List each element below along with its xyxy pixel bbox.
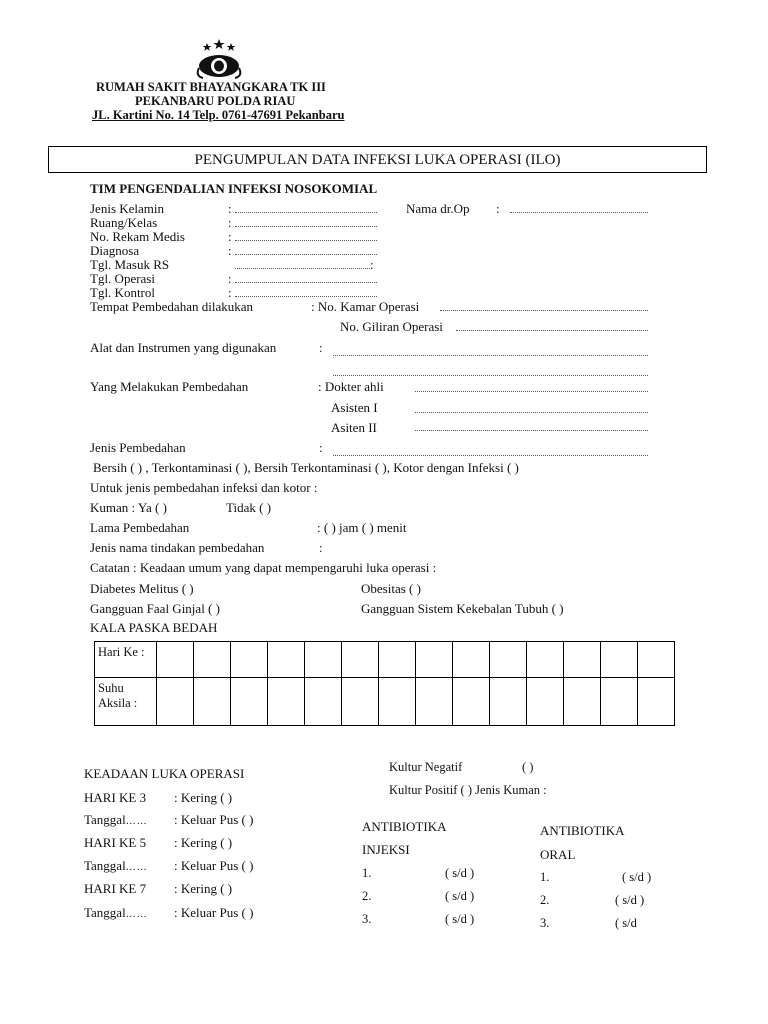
table-cell[interactable]	[342, 642, 379, 678]
label-no-giliran: No. Giliran Operasi	[340, 319, 443, 334]
kala-table	[94, 641, 675, 726]
injeksi-sd-2[interactable]: ( s/d )	[445, 889, 475, 903]
kuman-ya[interactable]: Kuman : Ya ( )	[90, 500, 167, 515]
jenis-pembedahan-field[interactable]	[333, 455, 648, 456]
label-asisten-2: Asiten II	[331, 420, 377, 435]
label-tgl-kontrol: Tgl. Kontrol	[90, 285, 155, 300]
tgl-masuk-field[interactable]	[235, 268, 370, 269]
table-cell[interactable]	[379, 642, 416, 678]
label-asisten-1: Asisten I	[331, 400, 378, 415]
kategori-pembedahan: Bersih ( ) , Terkontaminasi ( ), Bersih Terkontaminasi ( ), Kotor dengan Infeksi ( )	[93, 460, 519, 475]
colon: :	[496, 201, 500, 216]
alat-field-2[interactable]	[333, 375, 648, 376]
kultur-negatif: Kultur Negatif	[389, 760, 463, 774]
hari-3-kering[interactable]: : Kering ( )	[174, 790, 233, 805]
table-cell[interactable]	[194, 678, 231, 726]
tgl-operasi-field[interactable]	[235, 282, 377, 283]
label-yang-melakukan: Yang Melakukan Pembedahan	[90, 379, 249, 394]
tanggal-label: Tanggal	[84, 905, 126, 920]
colon: :	[228, 229, 232, 244]
table-row	[95, 678, 675, 726]
table-cell[interactable]	[268, 642, 305, 678]
catatan: Catatan : Keadaan umum yang dapat mempengaruhi luka operasi :	[90, 560, 437, 575]
table-cell[interactable]	[157, 678, 194, 726]
label-lama-pembedahan: Lama Pembedahan	[90, 520, 190, 535]
obesitas[interactable]: Obesitas ( )	[361, 581, 421, 596]
label-ruang-kelas: Ruang/Kelas	[90, 215, 158, 230]
table-cell[interactable]	[194, 642, 231, 678]
hari-5-tanggal	[84, 858, 148, 874]
colon: :	[319, 340, 323, 355]
table-cell[interactable]	[453, 642, 490, 678]
colon: :	[228, 201, 232, 216]
table-cell[interactable]	[453, 678, 490, 726]
table-cell[interactable]	[268, 678, 305, 726]
label-no-kamar: : No. Kamar Operasi	[311, 299, 420, 314]
table-cell[interactable]	[231, 678, 268, 726]
kultur-positif[interactable]: Kultur Positif ( ) Jenis Kuman :	[389, 783, 547, 797]
kuman-tidak[interactable]: Tidak ( )	[226, 500, 272, 515]
table-cell[interactable]	[342, 678, 379, 726]
table-cell[interactable]	[416, 678, 453, 726]
oral-sd-2[interactable]: ( s/d )	[615, 893, 645, 907]
table-cell[interactable]	[601, 678, 638, 726]
antibiotika-injeksi-subtitle: INJEKSI	[362, 842, 410, 857]
label-tgl-operasi: Tgl. Operasi	[90, 271, 155, 286]
colon: :	[228, 271, 232, 286]
table-cell[interactable]	[490, 678, 527, 726]
colon: :	[319, 540, 323, 555]
label-untuk-jenis: Untuk jenis pembedahan infeksi dan kotor :	[90, 480, 318, 495]
colon: :	[370, 257, 374, 272]
table-cell[interactable]	[379, 678, 416, 726]
hari-ke-3: HARI KE 3	[84, 790, 147, 805]
table-cell[interactable]	[305, 678, 342, 726]
no-kamar-field[interactable]	[440, 310, 648, 311]
oral-sd-1[interactable]: ( s/d )	[622, 870, 652, 884]
table-cell[interactable]	[490, 642, 527, 678]
table-cell-hari-ke: Hari Ke :	[95, 642, 157, 678]
diabetes-melitus[interactable]: Diabetes Melitus ( )	[90, 581, 194, 596]
table-cell[interactable]	[638, 642, 675, 678]
label-jenis-pembedahan: Jenis Pembedahan	[90, 440, 186, 455]
hari-5-keluar-pus[interactable]: : Keluar Pus ( )	[174, 858, 254, 873]
label-no-rekam-medis: No. Rekam Medis	[90, 229, 185, 244]
diagnosa-field[interactable]	[235, 254, 377, 255]
label-nama-dr: Nama dr.Op	[406, 201, 470, 216]
injeksi-num-2: 2.	[362, 889, 372, 903]
kultur-negatif-check[interactable]: ( )	[522, 760, 534, 774]
oral-num-2: 2.	[540, 893, 550, 907]
injeksi-sd-3[interactable]: ( s/d )	[445, 912, 475, 926]
table-cell[interactable]	[527, 642, 564, 678]
table-cell[interactable]	[564, 642, 601, 678]
table-cell[interactable]	[157, 642, 194, 678]
table-cell[interactable]	[638, 678, 675, 726]
dokter-ahli-field[interactable]	[415, 391, 648, 392]
no-rekam-medis-field[interactable]	[235, 240, 377, 241]
asisten-1-field[interactable]	[415, 412, 648, 413]
label-alat: Alat dan Instrumen yang digunakan	[90, 340, 277, 355]
label-diagnosa: Diagnosa	[90, 243, 140, 258]
tanggal-label: Tanggal	[84, 858, 126, 873]
hospital-name: RUMAH SAKIT BHAYANGKARA TK III	[96, 80, 326, 94]
table-cell-suhu-aksila: Suhu Aksila :	[95, 678, 157, 726]
oral-sd-3[interactable]: ( s/d	[615, 916, 637, 930]
hari-3-keluar-pus[interactable]: : Keluar Pus ( )	[174, 812, 254, 827]
table-cell[interactable]	[527, 678, 564, 726]
table-cell[interactable]	[305, 642, 342, 678]
keadaan-luka-title: KEADAAN LUKA OPERASI	[84, 766, 245, 781]
tanggal-label: Tanggal	[84, 812, 126, 827]
asisten-2-field[interactable]	[415, 430, 648, 431]
tanggal-dots[interactable]: ……	[125, 909, 148, 920]
label-dokter-ahli: : Dokter ahli	[318, 379, 384, 394]
hari-7-tanggal	[84, 905, 148, 921]
table-cell[interactable]	[601, 642, 638, 678]
lama-pembedahan-value[interactable]: : ( ) jam ( ) menit	[317, 520, 407, 535]
tanggal-dots[interactable]: ……	[125, 862, 148, 873]
gangguan-kekebalan[interactable]: Gangguan Sistem Kekebalan Tubuh ( )	[361, 601, 564, 616]
hospital-city: PEKANBARU POLDA RIAU	[135, 94, 296, 108]
table-row	[95, 642, 675, 678]
label-tempat-pembedahan: Tempat Pembedahan dilakukan	[90, 299, 253, 314]
tanggal-dots[interactable]: ……	[125, 816, 148, 827]
colon: :	[319, 440, 323, 455]
gangguan-ginjal[interactable]: Gangguan Faal Ginjal ( )	[90, 601, 220, 616]
injeksi-sd-1[interactable]: ( s/d )	[445, 866, 475, 880]
jenis-kelamin-field[interactable]	[235, 212, 377, 213]
hari-7-keluar-pus[interactable]: : Keluar Pus ( )	[174, 905, 254, 920]
table-cell[interactable]	[564, 678, 601, 726]
injeksi-num-1: 1.	[362, 866, 372, 880]
colon: :	[228, 285, 232, 300]
hari-7-kering[interactable]: : Kering ( )	[174, 881, 233, 896]
kala-paska-bedah: KALA PASKA BEDAH	[90, 620, 218, 635]
no-giliran-field[interactable]	[456, 330, 648, 331]
injeksi-num-3: 3.	[362, 912, 372, 926]
table-cell[interactable]	[416, 642, 453, 678]
antibiotika-oral-title: ANTIBIOTIKA	[540, 823, 625, 838]
nama-dr-field[interactable]	[510, 212, 648, 213]
alat-field-1[interactable]	[333, 355, 648, 356]
hari-ke-5: HARI KE 5	[84, 835, 147, 850]
antibiotika-oral-subtitle: ORAL	[540, 847, 576, 862]
hari-3-tanggal	[84, 812, 148, 828]
form-title: PENGUMPULAN DATA INFEKSI LUKA OPERASI (ILO)	[48, 146, 707, 173]
label-nama-tindakan: Jenis nama tindakan pembedahan	[90, 540, 265, 555]
antibiotika-injeksi-title: ANTIBIOTIKA	[362, 819, 447, 834]
hospital-address: JL. Kartini No. 14 Telp. 0761-47691 Pekanbaru	[92, 108, 345, 122]
ruang-kelas-field[interactable]	[235, 226, 377, 227]
tgl-kontrol-field[interactable]	[235, 296, 377, 297]
oral-num-1: 1.	[540, 870, 550, 884]
table-cell[interactable]	[231, 642, 268, 678]
label-tgl-masuk: Tgl. Masuk RS	[90, 257, 170, 272]
oral-num-3: 3.	[540, 916, 550, 930]
team-title: TIM PENGENDALIAN INFEKSI NOSOKOMIAL	[90, 181, 378, 196]
police-emblem-logo	[193, 38, 245, 80]
label-jenis-kelamin: Jenis Kelamin	[90, 201, 165, 216]
colon: :	[228, 215, 232, 230]
colon: :	[228, 243, 232, 258]
hari-5-kering[interactable]: : Kering ( )	[174, 835, 233, 850]
hari-ke-7: HARI KE 7	[84, 881, 147, 896]
